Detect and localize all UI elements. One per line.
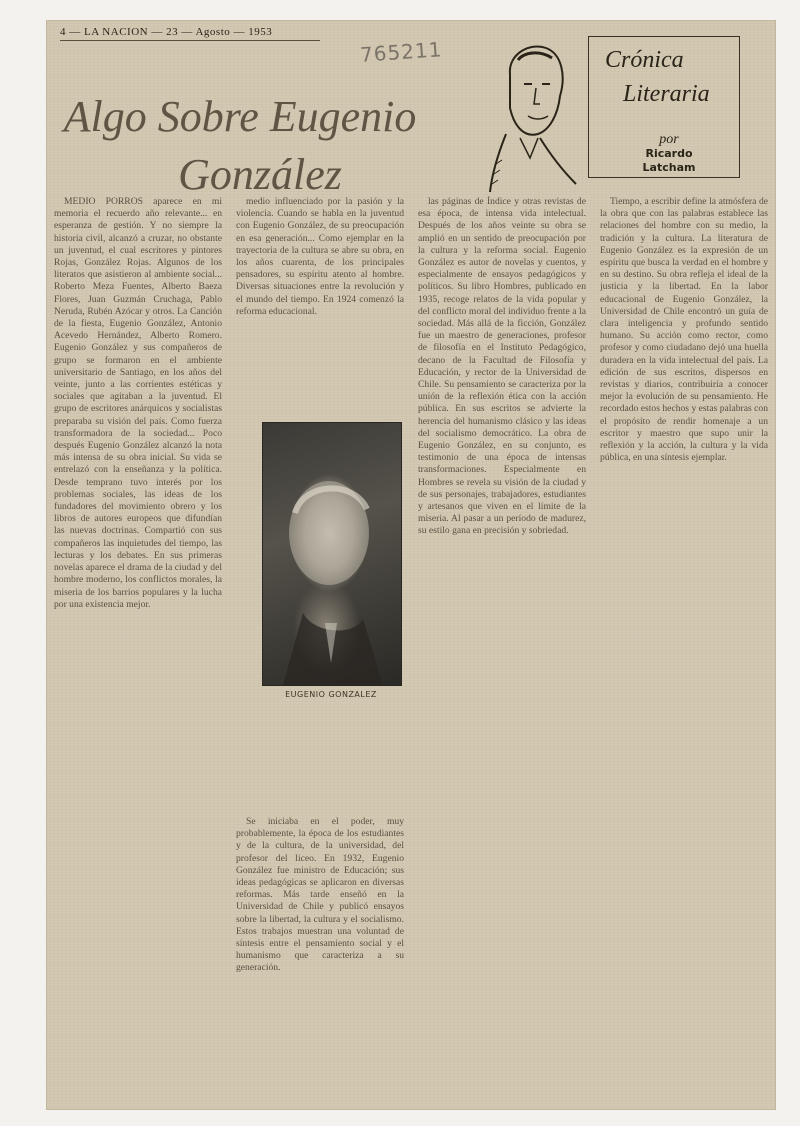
text-column-3 [418,196,586,1096]
section-title-line-1: Crónica [605,47,684,73]
text-column-2-bottom [236,816,404,1096]
article-body [54,196,770,1096]
column-1-text: MEDIO PORROS aparece en mi memoria el recuerdo año relevante... en esperanza de gestión. Y no siempre la historia civil, alcanzó a cruzar, no obstante un juventud, el cual escritores y pintores Rojas, González Rojas. Algunos de los literatos que asistieron al ambiente social... Roberto Meza Fuentes, Alberto Baeza Flores, Juan Guzmán Cruchaga, Pablo Neruda, Rubén Azócar y otros. La Canción de la fiesta, Eugenio González, Antonio Acevedo Hernández, Alberto Romero. Eugenio González y sus compañeros de grupo se formaron en el ambiente universitario de Santiago, en los años del veinte, junto a las corrientes estéticas y sociales que agitaban a la juventud. El grupo de escritores anárquicos y socialistas preparaba su visión del país. Como fuerza transformadora de la sociedad... Poco después Eugenio González alcanzó la nota más intensa de su obra inicial. Su vida se entrelazó con la enseñanza y la política. Desde temprano tuvo interés por los problemas sociales, las ideas de los fundadores del movimiento obrero y los libros de autores europeos que difundían las nuevas doctrinas. Compartió con sus compañeros las inquietudes del tiempo, las lecturas y los debates. En sus primeras novelas aparece el drama de la ciudad y del hombre moderno, los conflictos morales, la miseria de los barrios populares y la lucha por una existencia mejor. [54,196,222,610]
newspaper-header: 4 — LA NACION — 23 — Agosto — 1953 [60,26,320,41]
text-column-2-top [236,196,404,426]
byline [629,133,709,175]
photo-caption: EUGENIO GONZALEZ [285,690,377,699]
byline-name-2: Latcham [642,161,696,174]
pencil-annotation: 765211 [359,37,444,67]
author-photo [262,422,402,686]
byline-por: por [659,132,679,147]
title-line-2: González [178,150,342,199]
column-2-top-text: medio influenciado por la pasión y la violencia. Cuando se habla en la juventud con Eugenio González, de su preocupación en esa generación... Como ejemplar en la trayectoria de la cultura se abre su obra, en los años cuarenta, de los principales pensadores, su espíritu atento al hombre. Diversas situaciones entre la revolución y el mundo del tiempo. En 1924 comenzó la reforma educacional. [236,196,404,317]
section-heading-box [588,36,740,178]
column-3-text: las páginas de Índice y otras revistas de esa época, de intensa vida intelectual. Después de los años veinte su obra se amplió en un sentido de preocupación por la cultura y la reforma social. Eugenio González es autor de novelas y cuentos, y especialmente de ensayos pedagógicos y políticos. Su libro Hombres, publicado en 1935, recoge relatos de la vida popular y del conflicto moral del individuo frente a la sociedad. Más allá de la ficción, González fue un maestro de generaciones, profesor de filosofía en el Instituto Pedagógico, decano de la Facultad de Filosofía y Educación, y rector de la Universidad de Chile. Su pensamiento se caracteriza por la unión de la reflexión ética con la acción pública. En sus escritos se advierte la herencia del humanismo clásico y las ideas del socialismo democrático. La obra de Eugenio González, en su conjunto, es testimonio de una época de intensas transformaciones. Especialmente en Hombres se revela su visión de la ciudad y de sus personajes, trabajadores, estudiantes y artesanos que viven en el límite de la miseria. Al pasar a un período de madurez, su estilo gana en precisión y sobriedad. [418,196,586,537]
byline-name-1: Ricardo [645,147,693,160]
article-title [60,88,420,204]
title-line-1: Algo Sobre Eugenio [63,92,417,141]
section-title-line-2: Literaria [623,81,710,107]
section-title [605,43,735,111]
text-column-4 [600,196,768,1096]
text-column-1 [54,196,222,1076]
columnist-portrait-drawing [480,34,580,194]
column-2-bottom-text: Se iniciaba en el poder, muy probablemente, la época de los estudiantes y de la cultura, de la universidad, del profesor del liceo. En 1932, Eugenio González fue ministro de Educación; sus ideas pedagógicas se aplicaron en diversas reformas. Más tarde enseñó en la Universidad de Chile y publicó ensayos sobre la libertad, la cultura y el socialismo. Estos trabajos muestran una voluntad de síntesis entre el pensamiento social y el humanismo que caracteriza a su generación. [236,816,404,974]
column-4-text: Tiempo, a escribir define la atmósfera de la obra que con las palabras establece las relaciones del hombre con su medio, la tradición y la cultura. La literatura de Eugenio González es la expresión de un espíritu que busca la verdad en el hombre y en su destino. Su obra refleja el ideal de la justicia y la libertad. En la labor educacional de Eugenio González, la Universidad de Chile encontró un guía de clara inteligencia y profundo sentido humano. Su acción como rector, como profesor y como ciudadano dejó una huella duradera en la vida intelectual del país. La edición de sus escritos, dispersos en revistas y diarios, contribuiría a conocer mejor la evolución de su pensamiento. He recordado estos hechos y estas palabras con el propósito de rendir homenaje a un escritor y maestro que supo unir la reflexión y la acción, la cultura y la vida pública, en una síntesis ejemplar. [600,196,768,464]
